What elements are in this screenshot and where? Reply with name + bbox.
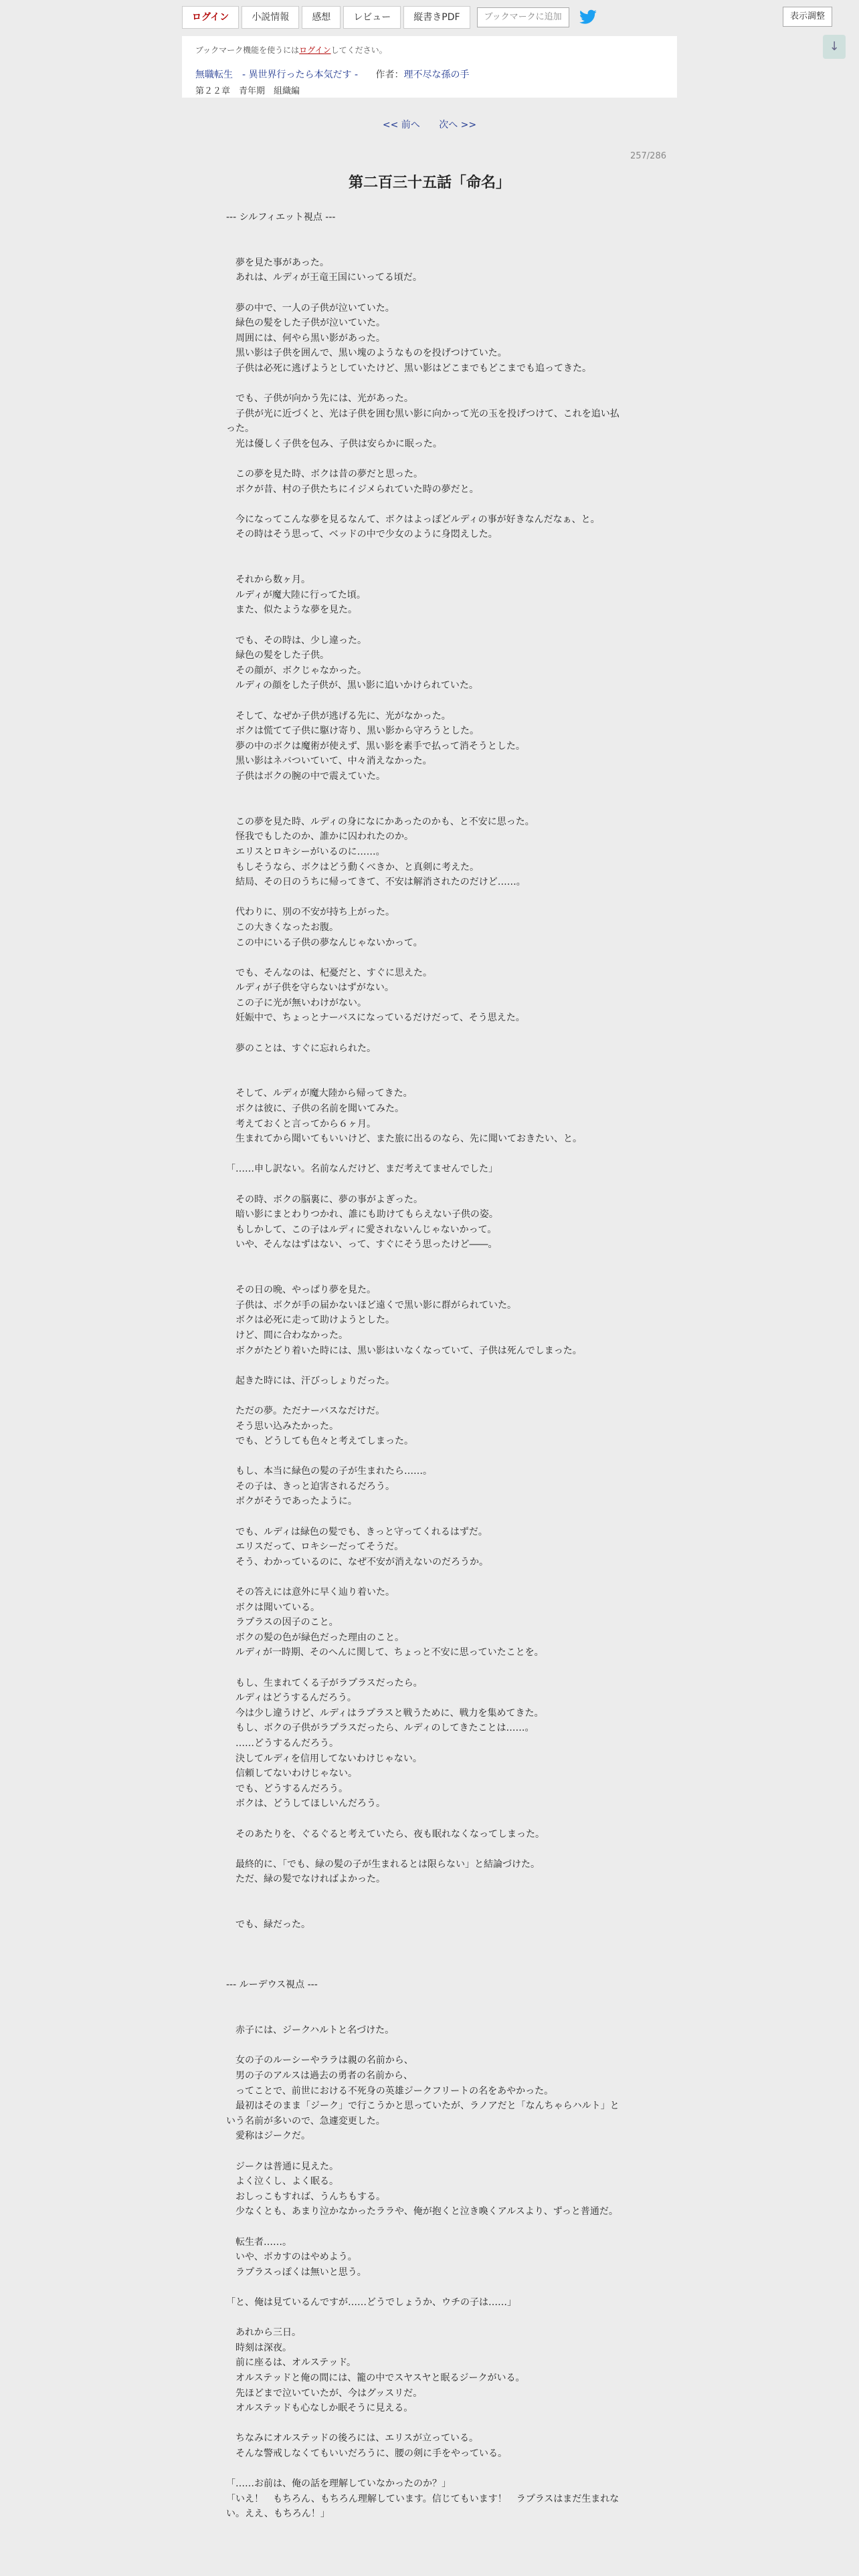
body-paragraph: 代わりに、別の不安が持ち上がった。	[226, 907, 395, 918]
body-paragraph: その子は、きっと迫害されるだろう。	[226, 1481, 395, 1492]
body-paragraph: いや、そんなはずはない、って、すぐにそう思ったけど――。	[226, 1239, 498, 1251]
body-paragraph: 妊娠中で、ちょっとナーバスになっているだけだって、そう思えた。	[226, 1012, 525, 1024]
blank-line	[226, 2038, 625, 2054]
body-paragraph: 暗い影にまとわりつかれ、誰にも助けてもらえない子供の姿。	[226, 1209, 498, 1220]
blank-line	[226, 2461, 625, 2476]
blank-line	[226, 618, 625, 633]
blank-line	[226, 542, 625, 558]
body-paragraph: 前に座るは、オルステッド。	[226, 2357, 357, 2369]
body-paragraph: それから数ヶ月。	[226, 574, 310, 586]
body-paragraph: おしっこもすれば、うんちもする。	[226, 2191, 385, 2202]
display-adjust-button[interactable]: 表示調整	[783, 7, 832, 27]
blank-line	[226, 1903, 625, 1918]
blank-line	[226, 497, 625, 512]
body-paragraph: あれから三日。	[226, 2327, 301, 2339]
body-paragraph: もしそうなら、ボクはどう動くべきか、と真剣に考えた。	[226, 861, 479, 873]
body-paragraph: その答えには意外に早く辿り着いた。	[226, 1587, 395, 1598]
body-paragraph: その顔が、ボクじゃなかった。	[226, 665, 367, 676]
body-paragraph: ボクは、どうしてほしいんだろう。	[226, 1798, 385, 1810]
body-paragraph: ボクは彼に、子供の名前を聞いてみた。	[226, 1103, 404, 1115]
body-paragraph: 夢のことは、すぐに忘れられた。	[226, 1043, 376, 1054]
body-paragraph: 転生者……。	[226, 2236, 292, 2248]
body-paragraph: その日の晩、やっぱり夢を見た。	[226, 1285, 376, 1296]
body-paragraph: 「いえ！ もちろん、もちろん理解しています。信じてもいます！ ラプラスはまだ生まれない。ええ、もちろん！」	[226, 2493, 619, 2520]
author-label: 作者：	[375, 70, 404, 80]
body-paragraph: 「……お前は、俺の話を理解していなかったのか？」	[226, 2478, 451, 2490]
body-paragraph: 緑色の髪をした子供。	[226, 650, 329, 661]
blank-line	[226, 2220, 625, 2235]
body-paragraph: オルステッドも心なしか眠そうに見える。	[226, 2403, 413, 2414]
body-paragraph: でも、どうしても色々と考えてしまった。	[226, 1436, 413, 1447]
body-paragraph: その時、ボクの脳裏に、夢の事がよぎった。	[226, 1194, 423, 1205]
blank-line	[226, 1570, 625, 1585]
blank-line	[226, 1947, 625, 1963]
body-paragraph: ……どうするんだろう。	[226, 1737, 339, 1749]
main-nav	[182, 5, 597, 29]
novel-body	[226, 210, 625, 2522]
body-paragraph: もし、生まれてくる子がラプラスだったら。	[226, 1677, 423, 1689]
blank-line	[226, 1449, 625, 1465]
body-paragraph: ボクの髪の色が緑色だった理由のこと。	[226, 1632, 404, 1643]
body-paragraph: 子供はボクの腕の中で震えていた。	[226, 770, 385, 782]
body-paragraph: 子供は必死に逃げようとしていたけど、黒い影はどこまでもどこまでも追ってきた。	[226, 362, 591, 374]
blank-line	[226, 377, 625, 392]
body-paragraph: 最初はそのまま「ジーク」で行こうかと思っていたが、ラノアだと「なんちゃらハルト」という名前が多いので、急遽変更した。	[226, 2101, 619, 2127]
blank-line	[226, 1842, 625, 1857]
body-paragraph: そして、ルディが魔大陸から帰ってきた。	[226, 1088, 413, 1099]
body-paragraph: ラプラスの因子のこと。	[226, 1617, 339, 1628]
body-paragraph: けど、間に合わなかった。	[226, 1329, 348, 1341]
body-paragraph: もし、本当に緑色の髪の子が生まれたら……。	[226, 1466, 432, 1477]
blank-line	[226, 2280, 625, 2295]
body-paragraph: 今になってこんな夢を見るなんて、ボクはよっぽどルディの事が好きなんだなぁ、と。	[226, 514, 600, 525]
body-paragraph: そして、なぜか子供が逃げる先に、光がなかった。	[226, 710, 451, 722]
review-button[interactable]: レビュー	[343, 6, 401, 29]
body-paragraph: 女の子のルーシーやララは親の名前から、	[226, 2055, 413, 2066]
blank-line	[226, 1177, 625, 1192]
next-link[interactable]: 次へ >>	[439, 120, 477, 130]
body-paragraph: ボクは慌てて子供に駆け寄り、黒い影から守ろうとした。	[226, 726, 479, 737]
blank-line	[226, 1268, 625, 1283]
body-paragraph: この大きくなったお腹。	[226, 922, 339, 933]
body-paragraph: 少なくとも、あまり泣かなかったララや、俺が抱くと泣き喚くアルスより、ずっと普通だ。	[226, 2206, 618, 2218]
blank-line	[226, 1147, 625, 1162]
blank-line	[226, 1509, 625, 1525]
body-paragraph: ってことで、前世における不死身の英雄ジークフリートの名をあやかった。	[226, 2085, 554, 2097]
body-paragraph: --- ルーデウス視点 ---	[226, 1979, 318, 1991]
blank-line	[226, 890, 625, 905]
body-paragraph: その時はそう思って、ベッドの中で少女のように身悶えした。	[226, 529, 498, 540]
blank-line	[226, 1026, 625, 1041]
body-paragraph: もしかして、この子はルディに愛されないんじゃないかって。	[226, 1224, 497, 1235]
impressions-button[interactable]: 感想	[302, 6, 341, 29]
body-paragraph: 男の子のアルスは過去の勇者の名前から、	[226, 2070, 413, 2082]
blank-line	[226, 1071, 625, 1087]
blank-line	[226, 2144, 625, 2159]
body-paragraph: そう思い込みたかった。	[226, 1420, 339, 1432]
body-paragraph: ルディの顔をした子供が、黒い影に追いかけられていた。	[226, 680, 478, 691]
body-paragraph: 子供は、ボクが手の届かないほど遠くで黒い影に群がられていた。	[226, 1299, 516, 1311]
body-paragraph: 「と、俺は見ているんですが……どうでしょうか、ウチの子は……」	[226, 2296, 516, 2308]
blank-line	[226, 558, 625, 573]
body-paragraph: この子に光が無いわけがない。	[226, 997, 367, 1008]
episode-title: 第二百三十五話「命名」	[348, 175, 510, 191]
body-paragraph: ボクがたどり着いた時には、黒い影はいなくなっていて、子供は死んでしまった。	[226, 1345, 582, 1356]
body-paragraph: 黒い影は子供を囲んで、黒い塊のようなものを投げつけていた。	[226, 348, 507, 359]
blank-line	[226, 1358, 625, 1374]
body-paragraph: ラプラスっぽくは無いと思う。	[226, 2266, 367, 2278]
bookmark-add-button[interactable]: ブックマークに追加	[477, 7, 569, 27]
login-button[interactable]: ログイン	[182, 6, 239, 29]
body-paragraph: 光は優しく子供を包み、子供は安らかに眠った。	[226, 438, 442, 449]
blank-line	[226, 2311, 625, 2326]
blank-line	[226, 2008, 625, 2024]
scroll-down-button[interactable]: ↓	[823, 35, 846, 59]
body-paragraph: よく泣くし、よく眠る。	[226, 2176, 339, 2187]
body-paragraph: そんな警戒しなくてもいいだろうに、腰の剣に手をやっている。	[226, 2448, 507, 2459]
body-paragraph: 結局、その日のうちに帰ってきて、不安は解消されたのだけど……。	[226, 877, 526, 888]
body-paragraph: ボクは必死に走って助けようとした。	[226, 1315, 395, 1326]
body-paragraph: 最終的に、「でも、緑の髪の子が生まれるとは限らない」と結論づけた。	[226, 1858, 540, 1870]
body-paragraph: ボクは聞いている。	[226, 1602, 320, 1613]
twitter-icon[interactable]	[579, 8, 597, 27]
notice-text: ブックマーク機能を使うには	[195, 45, 300, 55]
body-paragraph: 信頼してないわけじゃない。	[226, 1768, 357, 1780]
novel-meta	[195, 68, 664, 81]
blank-line	[226, 286, 625, 301]
body-paragraph: エリスとロキシーがいるのに……。	[226, 846, 385, 857]
body-paragraph: この中にいる子供の夢なんじゃないかって。	[226, 937, 423, 948]
body-paragraph: 夢を見た事があった。	[226, 257, 329, 268]
body-paragraph: そのあたりを、ぐるぐると考えていたら、夜も眠れなくなってしまった。	[226, 1828, 545, 1840]
novel-info-box	[182, 36, 677, 98]
blank-line	[226, 1056, 625, 1071]
blank-line	[226, 950, 625, 966]
body-paragraph: ルディはどうするんだろう。	[226, 1693, 357, 1704]
blank-line	[226, 1887, 625, 1903]
blank-line	[226, 452, 625, 467]
body-paragraph: エリスだって、ロキシーだってそうだ。	[226, 1541, 404, 1553]
body-paragraph: 緑色の髪をした子供が泣いていた。	[226, 318, 385, 329]
blank-line	[226, 799, 625, 815]
body-paragraph: ルディが魔大陸に行ってた頃。	[226, 589, 366, 601]
pager-top	[0, 118, 859, 131]
body-paragraph: 黒い影はネバついていて、中々消えなかった。	[226, 756, 432, 767]
body-paragraph: オルステッドと俺の間には、籠の中でスヤスヤと眠るジークがいる。	[226, 2372, 525, 2383]
body-paragraph: この夢を見た時、ルディの身になにかあったのかも、と不安に思った。	[226, 816, 535, 827]
body-paragraph: でも、子供が向かう先には、光があった。	[226, 393, 413, 405]
body-paragraph: 怪我でもしたのか、誰かに囚われたのか。	[226, 831, 413, 843]
body-paragraph: 夢の中で、一人の子供が泣いていた。	[226, 302, 395, 314]
body-paragraph: でも、ルディは緑色の髪でも、きっと守ってくれるはずだ。	[226, 1526, 488, 1537]
blank-line	[226, 225, 625, 241]
blank-line	[226, 1388, 625, 1404]
blank-line	[226, 1660, 625, 1676]
body-paragraph: 愛称はジークだ。	[226, 2131, 310, 2142]
prev-link[interactable]: << 前へ	[382, 120, 420, 130]
body-paragraph: 時刻は深夜。	[226, 2342, 292, 2353]
vertical-pdf-button[interactable]: 縦書きPDF	[403, 6, 470, 29]
chapter-title: 第２２章 青年期 組織編	[195, 86, 300, 96]
top-bar	[0, 0, 859, 35]
blank-line	[226, 1812, 625, 1827]
body-paragraph: でも、その時は、少し違った。	[226, 635, 367, 646]
notice-text-end: してください。	[330, 45, 387, 55]
episode-counter: 257/286	[630, 151, 666, 161]
body-paragraph: でも、緑だった。	[226, 1919, 310, 1931]
body-paragraph: もし、ボクの子供がラプラスだったら、ルディのしてきたことは……。	[226, 1723, 535, 1734]
blank-line	[226, 784, 625, 800]
blank-line	[226, 693, 625, 709]
blank-line	[226, 1993, 625, 2008]
notice-login-link[interactable]: ログイン	[299, 45, 331, 55]
blank-line	[226, 1963, 625, 1978]
body-paragraph: でも、どうするんだろう。	[226, 1783, 348, 1794]
body-paragraph: でも、そんなのは、杞憂だと、すぐに思えた。	[226, 967, 432, 978]
body-paragraph: ルディが一時期、そのへんに関して、ちょっと不安に思っていたことを。	[226, 1647, 544, 1658]
body-paragraph: ルディが子供を守らないはずがない。	[226, 982, 394, 994]
login-notice	[195, 44, 664, 56]
blank-line	[226, 1253, 625, 1268]
body-paragraph: ちなみにオルステッドの後ろには、エリスが立っている。	[226, 2433, 479, 2444]
author-link[interactable]: 理不尽な孫の手	[403, 70, 470, 80]
body-paragraph: 決してルディを信用してないわけじゃない。	[226, 1753, 422, 1764]
body-paragraph: そう、わかっているのに、なぜ不安が消えないのだろうか。	[226, 1556, 488, 1568]
body-paragraph: 生まれてから聞いてもいいけど、また旅に出るのなら、先に聞いておきたい、と。	[226, 1134, 582, 1145]
novel-title-link[interactable]: 無職転生 - 異世界行ったら本気だす -	[195, 70, 359, 80]
body-paragraph: 周囲には、何やら黒い影があった。	[226, 332, 385, 344]
body-paragraph: ボクがそうであったように。	[226, 1496, 357, 1507]
body-paragraph: また、似たような夢を見た。	[226, 605, 357, 616]
blank-line	[226, 2416, 625, 2432]
body-paragraph: ただ、緑の髪でなければよかった。	[226, 1874, 385, 1885]
body-paragraph: ボクが昔、村の子供たちにイジメられていた時の夢だと。	[226, 484, 479, 495]
body-paragraph: 「……申し訳ない。名前なんだけど、まだ考えてませんでした」	[226, 1164, 498, 1175]
body-paragraph: 赤子には、ジークハルトと名づけた。	[226, 2025, 395, 2036]
body-paragraph: 考えておくと言ってから６ヶ月。	[226, 1118, 376, 1130]
blank-line	[226, 1933, 625, 1948]
body-paragraph: あれは、ルディが王竜王国にいってる頃だ。	[226, 272, 422, 284]
body-paragraph: この夢を見た時、ボクは昔の夢だと思った。	[226, 469, 423, 480]
body-paragraph: 起きた時には、汗びっしょりだった。	[226, 1375, 395, 1386]
body-paragraph: --- シルフィエット視点 ---	[226, 212, 336, 223]
body-paragraph: 夢の中のボクは魔術が使えず、黒い影を素手で払って消そうとした。	[226, 740, 525, 752]
blank-line	[226, 240, 625, 255]
novel-info-button[interactable]: 小説情報	[242, 6, 299, 29]
body-paragraph: ただの夢。ただナーバスなだけだ。	[226, 1405, 385, 1416]
body-paragraph: いや、ボカすのはやめよう。	[226, 2252, 357, 2263]
body-paragraph: 先ほどまで泣いていたが、今はグッスリだ。	[226, 2387, 423, 2399]
body-paragraph: 今は少し違うけど、ルディはラプラスと戦うために、戦力を集めてきた。	[226, 1707, 544, 1719]
body-paragraph: ジークは普通に見えた。	[226, 2161, 339, 2172]
body-paragraph: 子供が光に近づくと、光は子供を囲む黒い影に向かって光の玉を投げつけて、これを追い払った。	[226, 408, 619, 435]
